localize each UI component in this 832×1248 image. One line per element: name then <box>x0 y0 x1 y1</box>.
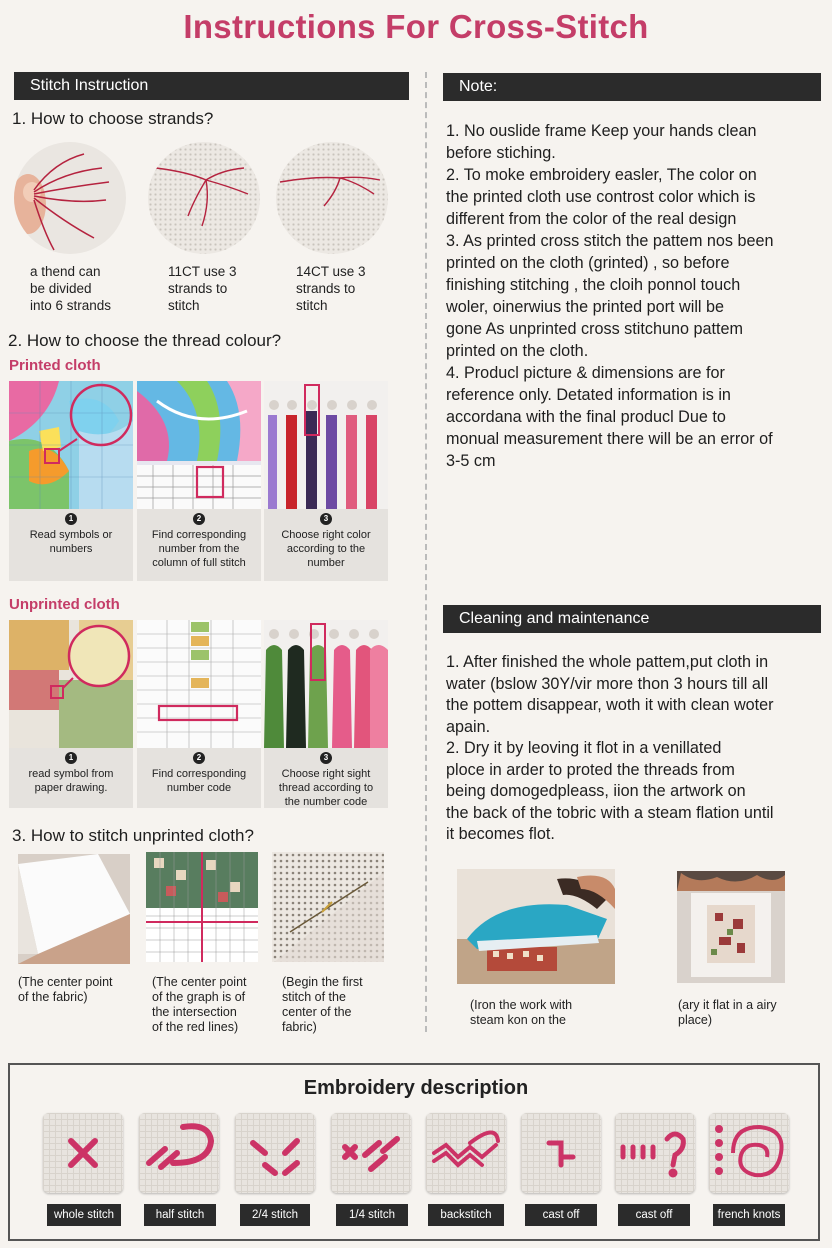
printed-symbols-image <box>9 381 133 509</box>
cleaning-title: Cleaning and maintenance <box>459 610 650 627</box>
step-number: 3 <box>320 752 332 764</box>
strands-question: 1. How to choose strands? <box>12 109 214 128</box>
unprinted-threads-image <box>264 620 388 748</box>
french-knots-label: french knots <box>713 1204 785 1226</box>
printed-chart-image <box>137 381 261 509</box>
unprinted-step-1 <box>9 620 133 808</box>
unprinted-drawing-image <box>9 620 133 748</box>
step-number: 1 <box>65 752 77 764</box>
whole-stitch-icon <box>43 1113 123 1193</box>
step-caption: Read symbols or numbers <box>29 529 113 555</box>
step-caption: Find corresponding number code <box>151 768 247 794</box>
backstitch-label: backstitch <box>428 1204 504 1226</box>
cast-off-label-2: cast off <box>618 1204 690 1226</box>
iron-caption: (Iron the work with steam kon on the <box>470 998 573 1027</box>
thread-colour-question: 2. How to choose the thread colour? <box>8 331 282 350</box>
printed-step-3 <box>264 381 388 581</box>
note-text: 1. No ouslide frame Keep your hands clean before stiching. 2. To moke embroidery easler, The color on the printed cloth use controst color which is different from the color of the real design 3. As printed cross stitch the pattem nos been printed on the cloth (grinted) , so before finishing stitching , the cloih ponnol touch woler, oinerwius the printed port will be gone As unprinted cross stitchuno pattem printed on the cloth. 4. Producl picture & dimensions are for reference only. Detated information is in accordana with the final producl Due to monual measurement there will be an error of 3-5 cm <box>446 122 774 470</box>
2-4-stitch-icon <box>235 1113 315 1193</box>
stitch-instruction-bar <box>14 72 409 100</box>
11ct-strands-image <box>148 142 260 254</box>
step-number: 2 <box>193 752 205 764</box>
column-divider <box>425 72 427 1032</box>
fabric-center-caption: (The center point of the fabric) <box>18 975 113 1004</box>
graph-center-image <box>146 852 258 962</box>
unprinted-cloth-label: Unprinted cloth <box>9 596 120 613</box>
first-stitch-image <box>272 852 384 962</box>
step-number: 2 <box>193 513 205 525</box>
page-title: Instructions For Cross-Stitch <box>183 8 649 45</box>
backstitch-icon <box>426 1113 506 1193</box>
iron-photo <box>457 869 615 984</box>
step-caption: Choose right color according to the number <box>281 529 371 569</box>
half-stitch-icon <box>139 1113 219 1193</box>
strand-caption-2: 11CT use 3 strands to stitch <box>168 264 237 313</box>
printed-threads-image <box>264 381 388 509</box>
unprinted-chart-image <box>137 620 261 748</box>
1-4-stitch-icon <box>331 1113 411 1193</box>
step-number: 3 <box>320 513 332 525</box>
graph-center-caption: (The center point of the graph is of the intersection of the red lines) <box>152 975 247 1034</box>
cast-off-icon-2 <box>615 1113 695 1193</box>
first-stitch-caption: (Begin the first stitch of the center of the fabric) <box>282 975 363 1034</box>
printed-step-1 <box>9 381 133 581</box>
printed-cloth-label: Printed cloth <box>9 357 101 374</box>
14ct-strands-image <box>276 142 388 254</box>
note-bar <box>443 73 821 101</box>
stitch-instruction-title: Stitch Instruction <box>30 77 149 94</box>
fabric-center-image <box>18 854 130 964</box>
cleaning-text: 1. After finished the whole pattem,put cloth in water (bslow 30Y/vir more thon 3 hours till all the pottem disappear, woth it with clean woter apain. 2. Dry it by leoving it flot in a venillated ploce in arder to proted the threads from being domogedpleass, iion the artwork on the back of the tobric with a steam flation until it becomes flot. <box>446 653 774 843</box>
cleaning-bar <box>443 605 821 633</box>
printed-step-2 <box>137 381 261 581</box>
1-4-stitch-label: 1/4 stitch <box>336 1204 408 1226</box>
french-knots-icon <box>709 1113 789 1193</box>
2-4-stitch-label: 2/4 stitch <box>240 1204 310 1226</box>
cast-off-icon-1 <box>521 1113 601 1193</box>
strand-caption-1: a thend can be divided into 6 strands <box>30 264 112 313</box>
dry-caption: (ary it flat in a airy place) <box>678 998 777 1027</box>
strand-caption-3: 14CT use 3 strands to stitch <box>296 264 366 313</box>
whole-stitch-label: whole stitch <box>47 1204 121 1226</box>
step-caption: Find corresponding number from the column of full stitch <box>151 529 247 569</box>
half-stitch-label: half stitch <box>144 1204 216 1226</box>
note-title: Note: <box>459 78 498 95</box>
step-caption: Choose right sight thread according to the number code <box>278 768 374 808</box>
embroidery-title: Embroidery description <box>303 1077 529 1099</box>
stitch-unprinted-question: 3. How to stitch unprinted cloth? <box>12 826 254 845</box>
thread-fingers-image <box>14 142 126 254</box>
unprinted-step-2 <box>137 620 261 808</box>
unprinted-step-3 <box>264 620 388 808</box>
step-number: 1 <box>65 513 77 525</box>
cast-off-label-1: cast off <box>525 1204 597 1226</box>
step-caption: read symbol from paper drawing. <box>28 768 114 794</box>
dry-photo <box>677 871 785 983</box>
